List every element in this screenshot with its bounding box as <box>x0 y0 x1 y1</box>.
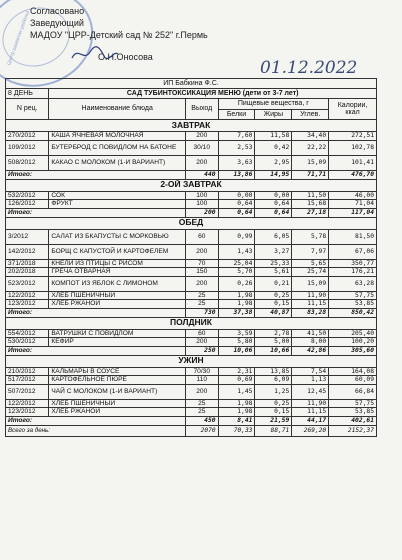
yield: 200 <box>186 132 219 141</box>
menu-table <box>5 78 377 437</box>
total-protein: 13,86 <box>218 170 255 179</box>
carbs: 11,90 <box>292 291 329 300</box>
table-row <box>6 155 377 170</box>
fat: 5,00 <box>255 338 292 347</box>
calories: 67,06 <box>329 244 377 259</box>
protein: 7,60 <box>218 132 255 141</box>
section-total-row <box>6 416 377 425</box>
dish-name: ЧАЙ С МОЛОКОМ (1-И ВАРИАНТ) <box>49 384 186 399</box>
fat: 13,85 <box>255 367 292 376</box>
grand-total-fat: 88,71 <box>255 425 292 436</box>
dish-name: КЕФИР <box>49 338 186 347</box>
table-row <box>6 132 377 141</box>
total-protein: 37,38 <box>218 308 255 317</box>
fat: 6,05 <box>255 229 292 244</box>
fat: 2,95 <box>255 155 292 170</box>
section-total-row <box>6 346 377 355</box>
dish-name: КОМПОТ ИЗ ЯБЛОК С ЛИМОНОМ <box>49 276 186 291</box>
dish-name: КАРТОФЕЛЬНОЕ ПЮРЕ <box>49 376 186 385</box>
protein: 2,31 <box>218 367 255 376</box>
organization-name: МАДОУ "ЦРР-Детский сад № 252" г.Пермь <box>30 30 208 40</box>
calories: 71,04 <box>329 200 377 209</box>
section-title: УЖИН <box>6 355 377 367</box>
calories: 176,21 <box>329 268 377 277</box>
recipe-number: 371/2018 <box>6 259 49 268</box>
total-calories: 402,61 <box>329 416 377 425</box>
recipe-number: 142/2012 <box>6 244 49 259</box>
section-title: ОБЕД <box>6 217 377 229</box>
yield: 30/10 <box>186 140 219 155</box>
fat: 3,27 <box>255 244 292 259</box>
dish-name: ФРУКТ <box>49 200 186 209</box>
table-row <box>6 376 377 385</box>
recipe-number: 122/2012 <box>6 399 49 408</box>
total-calories: 850,42 <box>329 308 377 317</box>
total-carbs: 44,17 <box>292 416 329 425</box>
col-kcal-header: Калории, ккал <box>329 99 377 120</box>
grand-total-carbs: 269,20 <box>292 425 329 436</box>
calories: 272,51 <box>329 132 377 141</box>
protein: 2,53 <box>218 140 255 155</box>
carbs: 41,50 <box>292 329 329 338</box>
total-carbs: 27,18 <box>292 208 329 217</box>
protein: 0,26 <box>218 276 255 291</box>
recipe-number: 210/2012 <box>6 367 49 376</box>
total-calories: 476,70 <box>329 170 377 179</box>
fat: 5,61 <box>255 268 292 277</box>
total-yield: 440 <box>186 170 219 179</box>
recipe-number: 123/2012 <box>6 300 49 309</box>
dish-name: КАЛЬМАРЫ В СОУСЕ <box>49 367 186 376</box>
approved-label: Согласовано <box>30 6 85 16</box>
dish-name: КНЕЛИ ИЗ ПТИЦЫ С РИСОМ <box>49 259 186 268</box>
yield: 70 <box>186 259 219 268</box>
dish-name: ВАТРУШКИ С ПОВИДЛОМ <box>49 329 186 338</box>
section-total-row <box>6 170 377 179</box>
yield: 25 <box>186 408 219 417</box>
carbs: 15,09 <box>292 155 329 170</box>
total-yield: 200 <box>186 208 219 217</box>
total-fat: 21,59 <box>255 416 292 425</box>
menu-title: САД ТУБИНТОКСИКАЦИЯ МЕНЮ (дети от 3-7 лет) <box>49 89 377 99</box>
fat: 0,25 <box>255 291 292 300</box>
calories: 53,85 <box>329 300 377 309</box>
calories: 101,41 <box>329 155 377 170</box>
yield: 100 <box>186 191 219 200</box>
total-fat: 10,66 <box>255 346 292 355</box>
carbs: 15,09 <box>292 276 329 291</box>
protein: 0,99 <box>218 229 255 244</box>
protein: 1,98 <box>218 300 255 309</box>
total-carbs: 83,28 <box>292 308 329 317</box>
total-label: Итого: <box>6 170 186 179</box>
fat: 0,25 <box>255 399 292 408</box>
protein: 5,70 <box>218 268 255 277</box>
col-carb-header: Углев. <box>292 110 329 120</box>
calories: 46,00 <box>329 191 377 200</box>
table-row <box>6 329 377 338</box>
recipe-number: 270/2012 <box>6 132 49 141</box>
table-row <box>6 140 377 155</box>
recipe-number: 123/2012 <box>6 408 49 417</box>
fat: 0,00 <box>255 191 292 200</box>
total-calories: 117,04 <box>329 208 377 217</box>
total-label: Итого: <box>6 208 186 217</box>
total-carbs: 42,86 <box>292 346 329 355</box>
protein: 3,59 <box>218 329 255 338</box>
grand-total-protein: 70,33 <box>218 425 255 436</box>
signature-icon <box>70 44 120 64</box>
yield: 150 <box>186 268 219 277</box>
yield: 100 <box>186 200 219 209</box>
fat: 0,15 <box>255 300 292 309</box>
recipe-number: 517/2012 <box>6 376 49 385</box>
table-row <box>6 259 377 268</box>
fat: 0,42 <box>255 140 292 155</box>
calories: 205,40 <box>329 329 377 338</box>
recipe-number: 507/2012 <box>6 384 49 399</box>
recipe-number: 530/2012 <box>6 338 49 347</box>
table-row <box>6 291 377 300</box>
carbs: 11,90 <box>292 399 329 408</box>
fat: 11,58 <box>255 132 292 141</box>
recipe-number: 532/2012 <box>6 191 49 200</box>
dish-name: БУТЕРБРОД С ПОВИДЛОМ НА БАТОНЕ <box>49 140 186 155</box>
dish-name: ГРЕЧА ОТВАРНАЯ <box>49 268 186 277</box>
total-protein: 10,06 <box>218 346 255 355</box>
calories: 81,50 <box>329 229 377 244</box>
fat: 2,78 <box>255 329 292 338</box>
grand-total-row <box>6 425 377 436</box>
fat: 0,21 <box>255 276 292 291</box>
calories: 100,20 <box>329 338 377 347</box>
stamp-text: Центр развития ребёнка <box>6 10 32 67</box>
table-row <box>6 300 377 309</box>
director-name: О.Н.Оносова <box>98 52 153 62</box>
section-title: 2-ОЙ ЗАВТРАК <box>6 179 377 191</box>
col-recipe-header: N рец. <box>6 99 49 120</box>
total-label: Итого: <box>6 416 186 425</box>
total-label: Итого: <box>6 308 186 317</box>
calories: 60,09 <box>329 376 377 385</box>
carbs: 12,45 <box>292 384 329 399</box>
total-fat: 0,64 <box>255 208 292 217</box>
fat: 0,15 <box>255 408 292 417</box>
total-fat: 14,95 <box>255 170 292 179</box>
protein: 0,69 <box>218 376 255 385</box>
protein: 1,43 <box>218 244 255 259</box>
protein: 1,45 <box>218 384 255 399</box>
table-row <box>6 408 377 417</box>
total-fat: 40,87 <box>255 308 292 317</box>
protein: 5,80 <box>218 338 255 347</box>
table-row <box>6 229 377 244</box>
dish-name: ХЛЕБ РЖАНОЙ <box>49 300 186 309</box>
total-protein: 8,41 <box>218 416 255 425</box>
protein: 1,98 <box>218 399 255 408</box>
fat: 1,25 <box>255 384 292 399</box>
table-row <box>6 268 377 277</box>
fat: 6,09 <box>255 376 292 385</box>
section-total-row <box>6 308 377 317</box>
yield: 200 <box>186 384 219 399</box>
table-row <box>6 191 377 200</box>
table-row <box>6 244 377 259</box>
table-row <box>6 399 377 408</box>
grand-total-calories: 2152,37 <box>329 425 377 436</box>
recipe-number: 126/2012 <box>6 200 49 209</box>
carbs: 15,68 <box>292 200 329 209</box>
recipe-number: 554/2012 <box>6 329 49 338</box>
calories: 63,28 <box>329 276 377 291</box>
col-yield-header: Выход <box>186 99 219 120</box>
recipe-number: 508/2012 <box>6 155 49 170</box>
dish-name: БОРЩ С КАПУСТОЙ И КАРТОФЕЛЕМ <box>49 244 186 259</box>
recipe-number: 202/2018 <box>6 268 49 277</box>
calories: 57,75 <box>329 399 377 408</box>
yield: 200 <box>186 155 219 170</box>
yield: 70/30 <box>186 367 219 376</box>
protein: 1,98 <box>218 408 255 417</box>
yield: 200 <box>186 244 219 259</box>
col-protein-header: Белки <box>218 110 255 120</box>
section-title: ЗАВТРАК <box>6 120 377 132</box>
section-title: ПОЛДНИК <box>6 317 377 329</box>
calories: 66,84 <box>329 384 377 399</box>
total-yield: 250 <box>186 346 219 355</box>
yield: 60 <box>186 229 219 244</box>
carbs: 11,15 <box>292 408 329 417</box>
carbs: 5,78 <box>292 229 329 244</box>
dish-name: КАКАО С МОЛОКОМ (1-И ВАРИАНТ) <box>49 155 186 170</box>
carbs: 7,54 <box>292 367 329 376</box>
section-total-row <box>6 208 377 217</box>
col-name-header: Наименование блюда <box>49 99 186 120</box>
table-row <box>6 276 377 291</box>
dish-name: КАША ЯЧНЕВАЯ МОЛОЧНАЯ <box>49 132 186 141</box>
dish-name: ХЛЕБ ПШЕНИЧНЫЙ <box>49 399 186 408</box>
calories: 57,75 <box>329 291 377 300</box>
calories: 350,77 <box>329 259 377 268</box>
recipe-number: 122/2012 <box>6 291 49 300</box>
vendor-name: ИП Бабкина Ф.С. <box>6 79 377 89</box>
protein: 0,00 <box>218 191 255 200</box>
protein: 0,64 <box>218 200 255 209</box>
col-nutrients-header: Пищевые вещества, г <box>218 99 329 110</box>
total-calories: 305,60 <box>329 346 377 355</box>
fat: 0,64 <box>255 200 292 209</box>
total-label: Итого: <box>6 346 186 355</box>
calories: 102,78 <box>329 140 377 155</box>
protein: 1,98 <box>218 291 255 300</box>
recipe-number: 3/2012 <box>6 229 49 244</box>
yield: 25 <box>186 300 219 309</box>
day-label: 8 ДЕНЬ <box>6 89 49 99</box>
yield: 25 <box>186 399 219 408</box>
protein: 25,04 <box>218 259 255 268</box>
yield: 60 <box>186 329 219 338</box>
total-carbs: 71,71 <box>292 170 329 179</box>
yield: 200 <box>186 338 219 347</box>
carbs: 11,50 <box>292 191 329 200</box>
calories: 53,85 <box>329 408 377 417</box>
grand-total-label: Всего за день: <box>6 425 186 436</box>
total-protein: 0,64 <box>218 208 255 217</box>
fat: 25,33 <box>255 259 292 268</box>
approval-header <box>0 0 402 78</box>
protein: 3,63 <box>218 155 255 170</box>
carbs: 34,40 <box>292 132 329 141</box>
yield: 25 <box>186 291 219 300</box>
head-title: Заведующий <box>30 18 84 28</box>
dish-name: ХЛЕБ РЖАНОЙ <box>49 408 186 417</box>
recipe-number: 523/2012 <box>6 276 49 291</box>
total-yield: 730 <box>186 308 219 317</box>
carbs: 22,22 <box>292 140 329 155</box>
carbs: 5,65 <box>292 259 329 268</box>
col-fat-header: Жиры <box>255 110 292 120</box>
carbs: 11,15 <box>292 300 329 309</box>
dish-name: САЛАТ ИЗ БКАПУСТЫ С МОРКОВЬЮ <box>49 229 186 244</box>
yield: 110 <box>186 376 219 385</box>
recipe-number: 109/2012 <box>6 140 49 155</box>
handwritten-date: 01.12.2022 <box>260 58 358 78</box>
table-row <box>6 200 377 209</box>
dish-name: СОК <box>49 191 186 200</box>
yield: 200 <box>186 276 219 291</box>
dish-name: ХЛЕБ ПШЕНИЧНЫЙ <box>49 291 186 300</box>
table-row <box>6 338 377 347</box>
table-row <box>6 367 377 376</box>
carbs: 25,74 <box>292 268 329 277</box>
calories: 164,08 <box>329 367 377 376</box>
table-row <box>6 384 377 399</box>
carbs: 8,00 <box>292 338 329 347</box>
carbs: 1,13 <box>292 376 329 385</box>
carbs: 7,97 <box>292 244 329 259</box>
grand-total-yield: 2070 <box>186 425 219 436</box>
total-yield: 450 <box>186 416 219 425</box>
